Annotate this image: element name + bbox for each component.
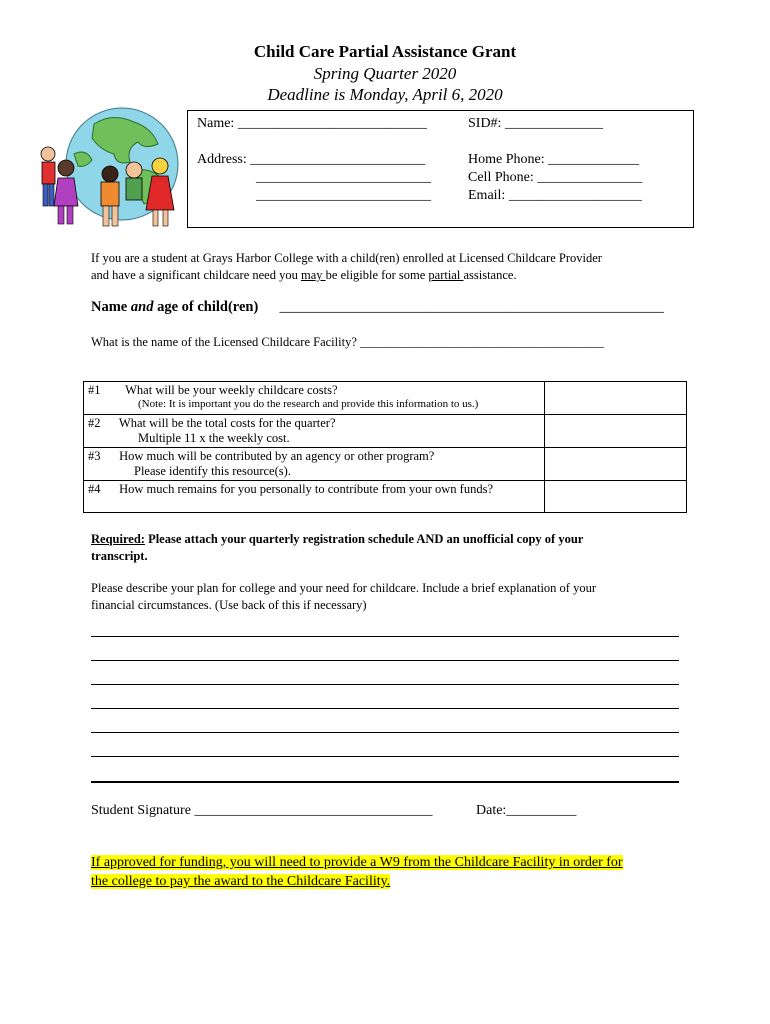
intro-text-a: and have a significant childcare need you <box>91 268 301 282</box>
row-question: What will be your weekly childcare costs? <box>125 383 338 397</box>
children-label-a: Name <box>91 299 131 315</box>
children-field[interactable] <box>91 299 664 316</box>
w9-notice-line-1 <box>91 855 623 871</box>
writing-line[interactable] <box>91 708 679 709</box>
name-blank: ___________________________ <box>237 116 427 131</box>
table-row <box>84 481 687 513</box>
row-number: #1 <box>88 383 101 397</box>
writing-line[interactable] <box>91 732 679 733</box>
plan-line-2: financial circumstances. (Use back of this if necessary) <box>91 598 367 612</box>
form-title: Child Care Partial Assistance Grant <box>253 42 517 61</box>
cost-answer-cell[interactable] <box>545 448 687 481</box>
row-question: What will be the total costs for the quarter? <box>118 416 336 430</box>
row-note: (Note: It is important you do the research and provide this information to us.) <box>138 398 479 410</box>
required-line-1 <box>91 532 583 547</box>
required-line-2: transcript. <box>91 549 148 563</box>
address-label: Address: <box>197 152 247 167</box>
intro-text-c: assistance. <box>463 268 517 282</box>
name-field[interactable] <box>197 116 427 132</box>
row-question: How much remains for you personally to contribute from your own funds? <box>119 482 494 496</box>
sid-field[interactable] <box>468 116 603 132</box>
cell-phone-field[interactable] <box>468 170 642 186</box>
date-field[interactable] <box>476 803 576 819</box>
required-text: Please attach your quarterly registration schedule AND an unofficial copy of your <box>144 532 584 546</box>
home-phone-field[interactable] <box>468 152 639 168</box>
cost-answer-cell[interactable] <box>545 382 687 415</box>
cost-question-cell <box>84 448 545 481</box>
facility-blank: _______________________________________ <box>360 335 604 349</box>
sid-label: SID#: <box>468 116 502 131</box>
children-globe-illustration <box>34 104 184 236</box>
signature-field[interactable] <box>91 803 432 819</box>
required-label: Required: <box>91 532 145 546</box>
w9-notice-text-1: If approved for funding, you will need to provide a W9 from the Childcare Facility in order for <box>91 855 623 870</box>
plan-line-1: Please describe your plan for college and your need for childcare. Include a brief explanation of your <box>91 581 596 595</box>
cost-answer-cell[interactable] <box>545 481 687 513</box>
intro-may: may <box>300 268 326 282</box>
facility-field[interactable] <box>91 335 604 350</box>
table-row <box>84 415 687 448</box>
home-phone-label: Home Phone: <box>468 152 545 167</box>
cell-phone-label: Cell Phone: <box>468 170 534 185</box>
w9-notice-line-2 <box>91 874 390 890</box>
table-row <box>84 382 687 415</box>
form-subtitle: Spring Quarter 2020 <box>313 64 457 83</box>
row-number: #3 <box>88 449 101 463</box>
facility-question: What is the name of the Licensed Childcare Facility? <box>91 335 361 349</box>
writing-line-bold[interactable] <box>91 781 679 783</box>
cost-question-cell <box>84 382 545 415</box>
cost-question-cell <box>84 481 545 513</box>
signature-label: Student Signature <box>91 803 195 818</box>
children-blank: _____________________________________________________ <box>279 299 664 315</box>
writing-line[interactable] <box>91 684 679 685</box>
cell-phone-blank: _______________ <box>537 170 643 185</box>
intro-text-b: be eligible for some <box>325 268 429 282</box>
address-field[interactable] <box>197 152 425 168</box>
address-blank-1: _________________________ <box>250 152 426 167</box>
intro-line-2 <box>91 268 517 283</box>
cost-question-cell <box>84 415 545 448</box>
row-number: #2 <box>88 416 101 430</box>
date-label: Date: <box>476 803 507 818</box>
address-blank-3[interactable]: _________________________ <box>256 188 431 203</box>
writing-line[interactable] <box>91 756 679 757</box>
table-row <box>84 448 687 481</box>
writing-line[interactable] <box>91 636 679 637</box>
children-label-b: age of child(ren) <box>153 299 259 315</box>
cost-answer-cell[interactable] <box>545 415 687 448</box>
row-number: #4 <box>88 482 101 496</box>
sid-blank: ______________ <box>504 116 603 131</box>
email-blank: ___________________ <box>508 188 642 203</box>
costs-table <box>83 381 687 513</box>
intro-partial: partial <box>428 268 464 282</box>
name-label: Name: <box>197 116 235 131</box>
address-blank-2[interactable]: _________________________ <box>256 170 431 185</box>
signature-blank: __________________________________ <box>194 803 433 818</box>
row-question: How much will be contributed by an agency or other program? <box>119 449 435 463</box>
writing-line[interactable] <box>91 660 679 661</box>
email-label: Email: <box>468 188 506 203</box>
date-blank: __________ <box>506 803 577 818</box>
home-phone-blank: _____________ <box>548 152 640 167</box>
children-label-and: and <box>130 299 154 315</box>
email-field[interactable] <box>468 188 642 204</box>
w9-notice-text-2: the college to pay the award to the Childcare Facility. <box>91 874 391 889</box>
form-deadline: Deadline is Monday, April 6, 2020 <box>267 85 503 104</box>
row-note: Please identify this resource(s). <box>134 464 291 478</box>
intro-line-1: If you are a student at Grays Harbor College with a child(ren) enrolled at Licensed Childcare Provider <box>91 251 602 265</box>
row-note: Multiple 11 x the weekly cost. <box>138 431 290 445</box>
